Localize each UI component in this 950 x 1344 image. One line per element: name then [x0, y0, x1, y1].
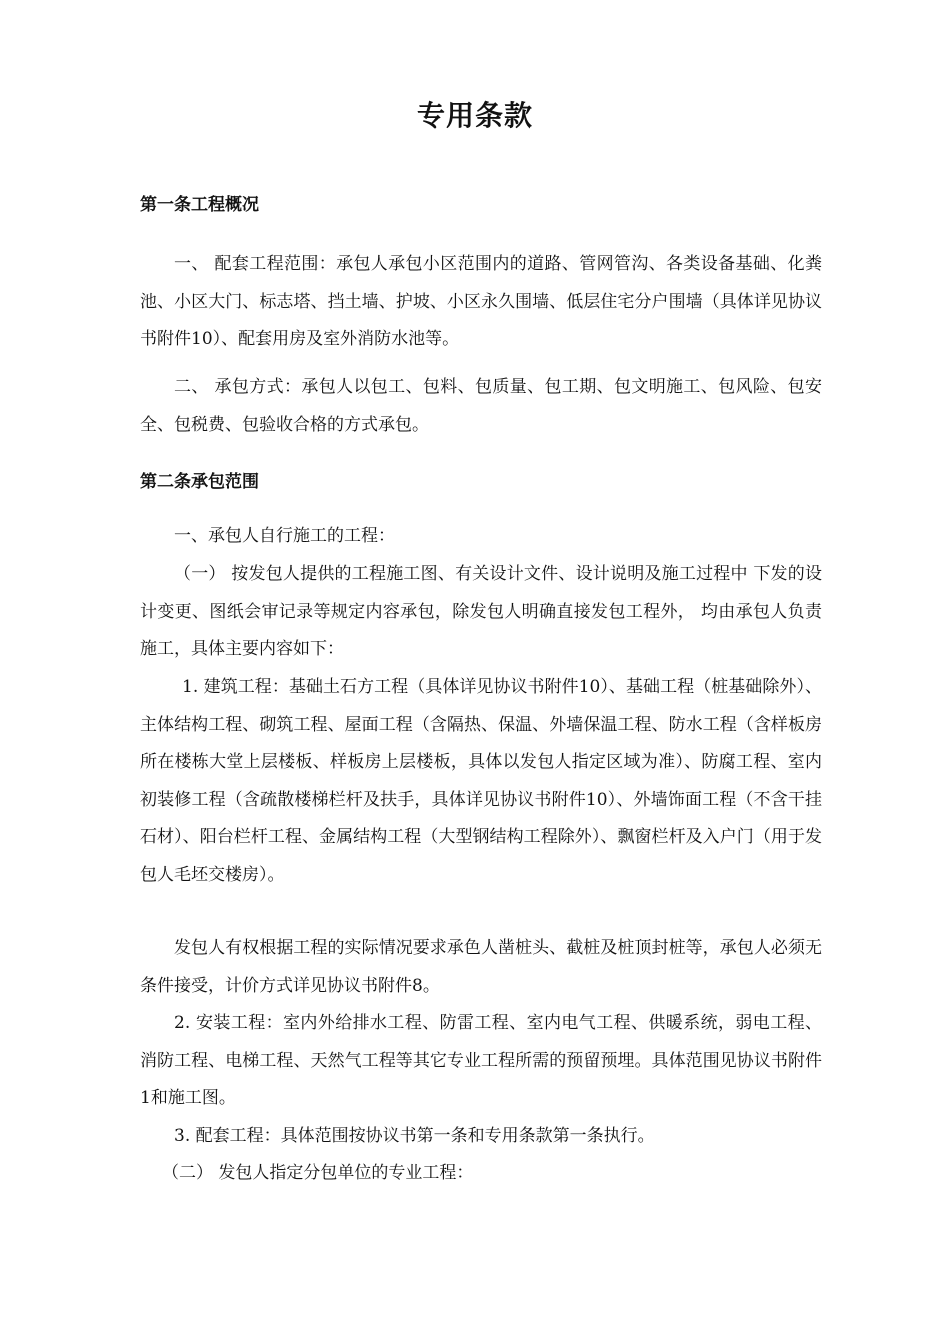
paragraph-contract-method: 二、 承包方式：承包人以包工、包料、包质量、包工期、包文明施工、包风险、包安全、包税费、包验收合格的方式承包。 [140, 377, 822, 435]
paragraph-supporting-works: 3. 配套工程：具体范围按协议书第一条和专用条款第一条执行。 [174, 1126, 655, 1146]
paragraph-scope: 一、 配套工程范围：承包人承包小区范围内的道路、管网管沟、各类设备基础、化粪池、小区大门、标志塔、挡土墙、护坡、小区永久围墙、低层住宅分户围墙（具体详见协议书附件10）、配套用房及室外消防水池等。 [140, 254, 822, 349]
document-title: 专用条款 [416, 99, 533, 132]
section-heading-2: 第二条承包范围 [140, 472, 259, 492]
paragraph-item-one: （一） 按发包人提供的工程施工图、有关设计文件、设计说明及施工过程中 下发的设计变更、图纸会审记录等规定内容承包，除发包人明确直接发包工程外， 均由承包人负责施工，具体主要内容如下： [140, 564, 822, 659]
paragraph-installation-works: 2. 安装工程：室内外给排水工程、防雷工程、室内电气工程、供暖系统，弱电工程、消防工程、电梯工程、天然气工程等其它专业工程所需的预留预埋。具体范围见协议书附件1和施工图。 [140, 1013, 822, 1108]
paragraph-item-two: （二） 发包人指定分包单位的专业工程： [162, 1163, 474, 1183]
section-heading-1: 第一条工程概况 [140, 195, 259, 215]
paragraph-pile-works: 发包人有权根据工程的实际情况要求承色人凿桩头、截桩及桩顶封桩等，承包人必须无条件接受，计价方式详见协议书附件8。 [140, 938, 822, 996]
paragraph-self-construction: 一、承包人自行施工的工程： [174, 526, 395, 546]
paragraph-building-works: 1. 建筑工程：基础土石方工程（具体详见协议书附件10）、基础工程（桩基础除外）、主体结构工程、砌筑工程、屋面工程（含隔热、保温、外墙保温工程、防水工程（含样板房所在楼栋大堂上层楼板、样板房上层楼板，具体以发包人指定区域为准）、防腐工程、室内初装修工程（含疏散楼梯栏杆及扶手，具体详见协议书附件10）、外墙饰面工程（不含干挂石材）、阳台栏杆工程、金属结构工程（大型钢结构工程除外）、飘窗栏杆及入户门（用于发包人毛坯交楼房）。 [140, 677, 822, 885]
